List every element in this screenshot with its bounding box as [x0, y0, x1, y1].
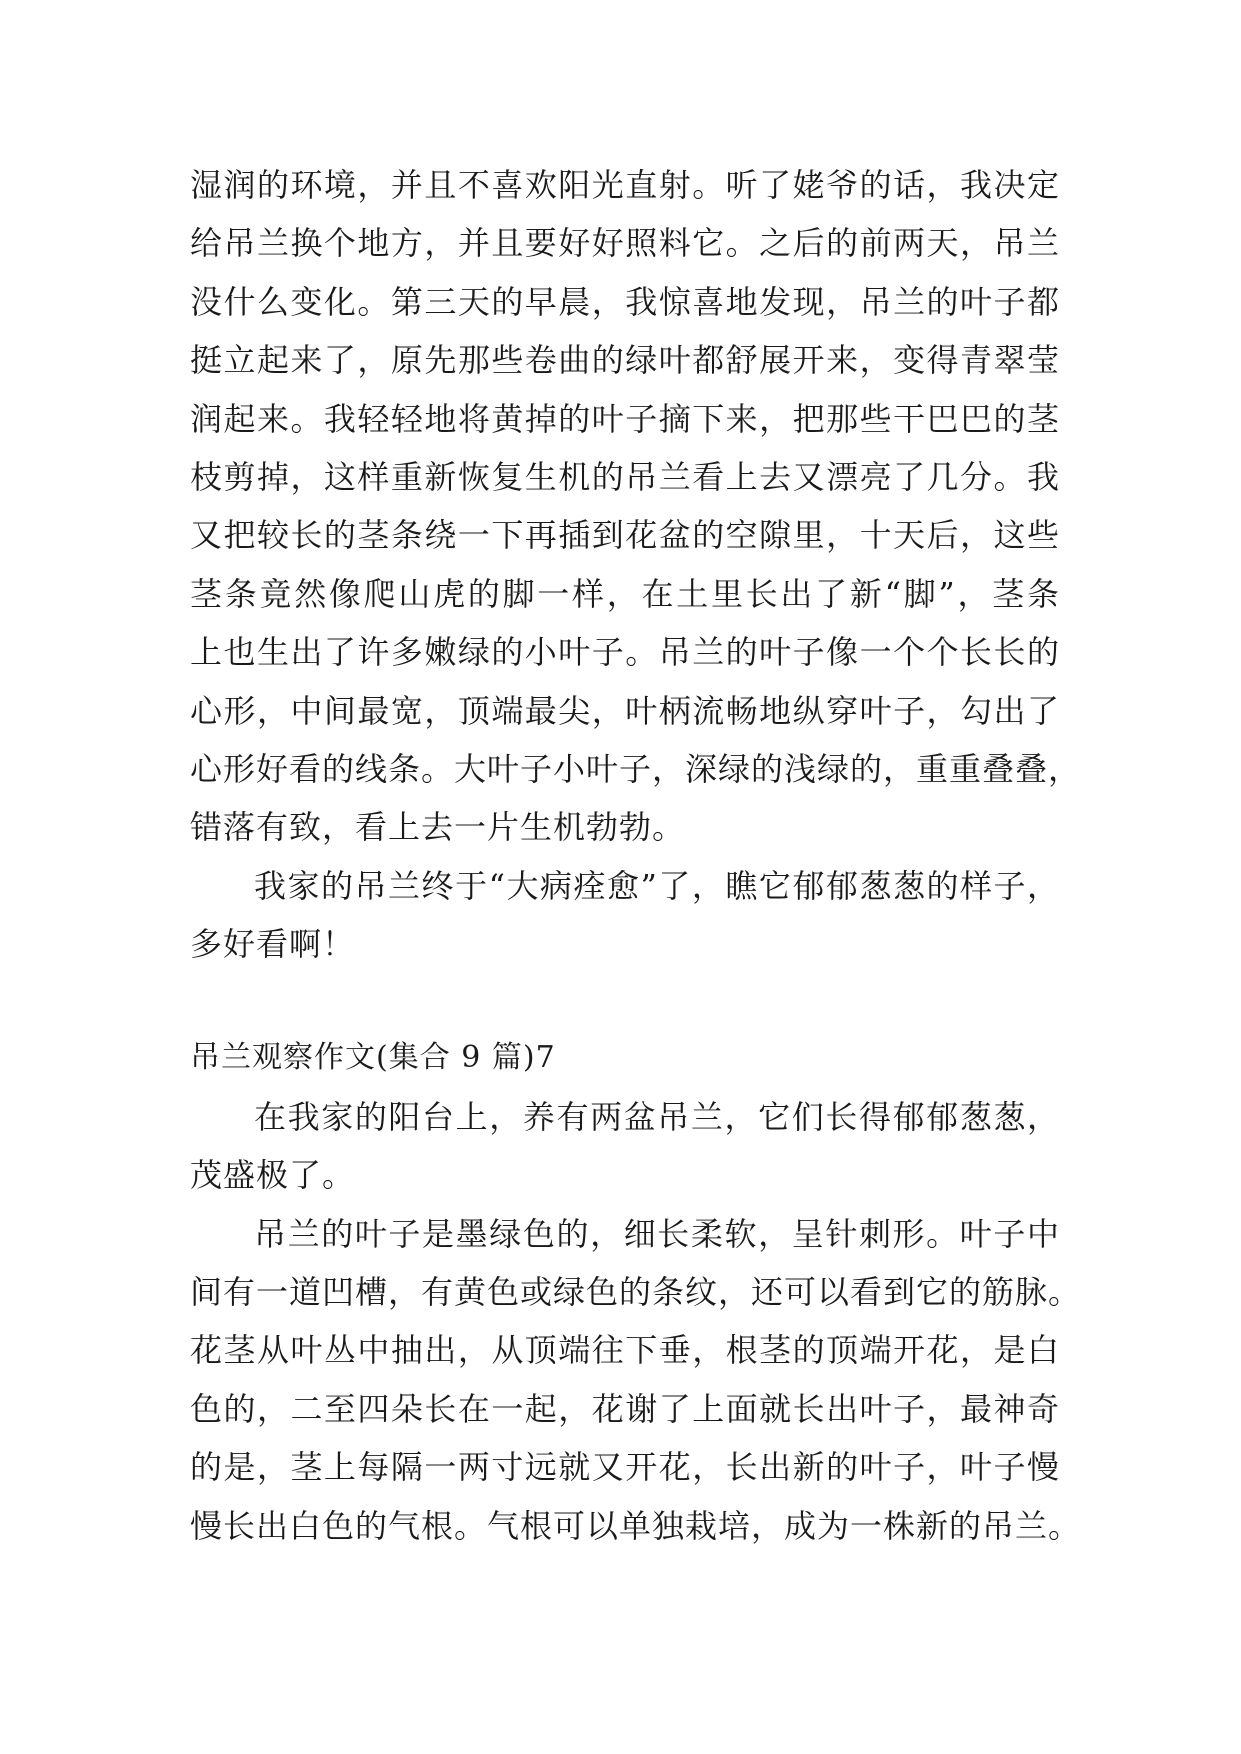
text-line: 色的，二至四朵长在一起，花谢了上面就长出叶子，最神奇	[190, 1389, 1060, 1428]
text-line: 心形好看的线条。大叶子小叶子，深绿的浅绿的，重重叠叠，	[190, 749, 1082, 788]
text-line: 心形，中间最宽，顶端最尖，叶柄流畅地纵穿叶子，勾出了	[190, 691, 1060, 730]
text-line: 上也生出了许多嫩绿的小叶子。吊兰的叶子像一个个长长的	[190, 633, 1060, 672]
bottom-block	[190, 1088, 1082, 1555]
paragraph-continuation	[190, 156, 1082, 857]
document-body	[190, 156, 1082, 1555]
text-line: 润起来。我轻轻地将黄掉的叶子摘下来，把那些干巴巴的茎	[190, 399, 1060, 438]
text-line: 我家的吊兰终于“大病痊愈”了，瞧它郁郁葱葱的样子，	[254, 866, 1060, 905]
text-line: 挺立起来了，原先那些卷曲的绿叶都舒展开来，变得青翠莹	[190, 341, 1060, 380]
text-line: 在我家的阳台上，养有两盆吊兰，它们长得郁郁葱葱，	[254, 1097, 1060, 1136]
text-line: 花茎从叶丛中抽出，从顶端往下垂，根茎的顶端开花，是白	[190, 1331, 1060, 1370]
text-line: 慢长出白色的气根。气根可以单独栽培，成为一株新的吊兰。	[190, 1506, 1082, 1545]
text-line: 没什么变化。第三天的早晨，我惊喜地发现，吊兰的叶子都	[190, 282, 1060, 321]
text-line: 茎条竟然像爬山虎的脚一样，在土里长出了新“脚”，茎条	[190, 574, 1060, 613]
text-line: 的是，茎上每隔一两寸远就又开花，长出新的叶子，叶子慢	[190, 1448, 1060, 1487]
text-line: 错落有致，看上去一片生机勃勃。	[190, 808, 686, 847]
text-line: 又把较长的茎条绕一下再插到花盆的空隙里，十天后，这些	[190, 516, 1060, 555]
text-line: 给吊兰换个地方，并且要好好照料它。之后的前两天，吊兰	[190, 224, 1060, 263]
text-line: 多好看啊！	[190, 925, 356, 964]
paragraph-intro	[190, 1088, 1060, 1205]
text-line: 湿润的环境，并且不喜欢阳光直射。听了姥爷的话，我决定	[190, 166, 1060, 204]
text-line: 吊兰的叶子是墨绿色的，细长柔软，呈针刺形。叶子中	[254, 1214, 1060, 1253]
text-line: 茂盛极了。	[190, 1156, 356, 1195]
text-line: 间有一道凹槽，有黄色或绿色的条纹，还可以看到它的筋脉。	[190, 1273, 1082, 1312]
section-gap	[190, 973, 1060, 1029]
section-heading: 吊兰观察作文(集合 9 篇)7	[190, 1040, 556, 1076]
top-block	[190, 156, 1082, 973]
paragraph-conclusion	[190, 857, 1060, 974]
paragraph-description	[190, 1205, 1082, 1555]
text-line: 枝剪掉，这样重新恢复生机的吊兰看上去又漂亮了几分。我	[190, 457, 1060, 496]
